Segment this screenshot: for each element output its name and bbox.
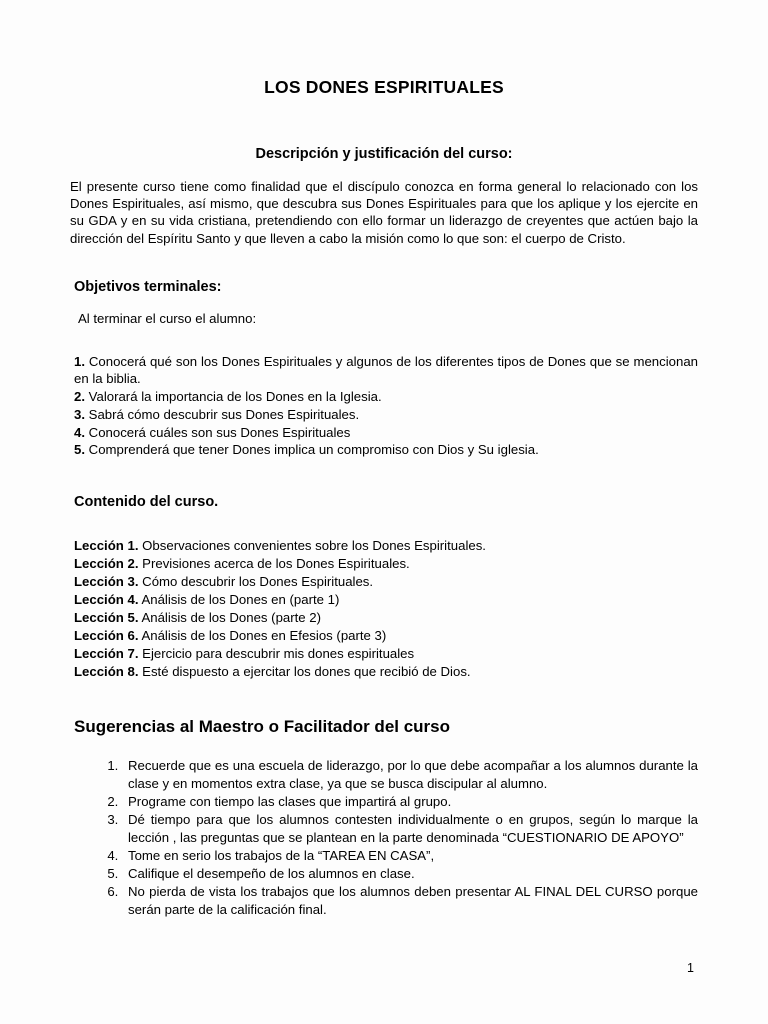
lesson-text: Cómo descubrir los Dones Espirituales. <box>142 574 374 590</box>
lesson-label: Lección 3. <box>74 574 139 590</box>
lesson-item <box>74 645 698 663</box>
lesson-label: Lección 2. <box>74 556 139 572</box>
lesson-label: Lección 4. <box>74 592 139 608</box>
objective-number: 5. <box>74 442 85 458</box>
objective-text: Sabrá cómo descubrir sus Dones Espirituales. <box>88 406 360 422</box>
lesson-item <box>74 555 698 573</box>
objective-item <box>74 388 698 406</box>
suggestion-item: 5. Califique el desempeño de los alumnos en clase. <box>122 865 698 883</box>
lesson-text: Análisis de los Dones (parte 2) <box>141 610 322 626</box>
objective-number: 1. <box>74 353 85 369</box>
description-heading: Descripción y justificación del curso: <box>255 146 513 163</box>
objective-item <box>74 441 698 459</box>
objective-number: 4. <box>74 424 85 440</box>
objectives-heading: Objetivos terminales: <box>74 279 222 296</box>
content-heading: Contenido del curso. <box>74 493 219 510</box>
objective-text: Comprenderá que tener Dones implica un compromiso con Dios y Su iglesia. <box>88 442 539 458</box>
lesson-label: Lección 5. <box>74 610 139 626</box>
suggestion-item: 2. Programe con tiempo las clases que impartirá al grupo. <box>122 793 698 811</box>
lesson-item <box>74 627 698 645</box>
lesson-text: Observaciones convenientes sobre los Dones Espirituales. <box>142 538 486 554</box>
lesson-item <box>74 573 698 591</box>
lesson-item <box>74 609 698 627</box>
lesson-list <box>70 511 698 681</box>
suggestions-list <box>70 737 698 919</box>
objectives-list <box>70 327 698 459</box>
objective-text: Valorará la importancia de los Dones en la Iglesia. <box>88 389 382 405</box>
lesson-item <box>74 537 698 555</box>
suggestion-item: 6. No pierda de vista los trabajos que los alumnos deben presentar AL FINAL DEL CURSO porque serán parte de la calificación final. <box>122 883 698 919</box>
objective-text: Conocerá qué son los Dones Espirituales y algunos de los diferentes tipos de Dones que se mencionan en la biblia. <box>74 353 698 387</box>
page-number: 1 <box>687 961 694 975</box>
objective-item <box>74 353 698 388</box>
document-content <box>70 0 698 919</box>
lesson-text: Ejercicio para descubrir mis dones espirituales <box>142 645 415 661</box>
lesson-text: Previsiones acerca de los Dones Espirituales. <box>142 556 410 572</box>
lesson-text: Análisis de los Dones en (parte 1) <box>141 592 340 608</box>
suggestion-item: 3. Dé tiempo para que los alumnos contesten individualmente o en grupos, según lo marque la lección , las preguntas que se plantean en la parte denominada “CUESTIONARIO DE APOYO” <box>122 811 698 847</box>
lesson-item <box>74 591 698 609</box>
lesson-text: Análisis de los Dones en Efesios (parte 3) <box>141 628 387 644</box>
suggestion-item: 1. Recuerde que es una escuela de liderazgo, por lo que debe acompañar a los alumnos durante la clase y en momentos extra clase, ya que se busca discipular al alumno. <box>122 757 698 793</box>
suggestion-item: 4. Tome en serio los trabajos de la “TAREA EN CASA”, <box>122 847 698 865</box>
objectives-lead-text: Al terminar el curso el alumno: <box>78 310 257 326</box>
lesson-text: Esté dispuesto a ejercitar los dones que recibió de Dios. <box>142 663 471 679</box>
description-paragraph: El presente curso tiene como finalidad que el discípulo conozca en forma general lo relacionado con los Dones Espirituales, así mismo, que descubra sus Dones Espirituales para que los aplique y los ejercite en su GDA y en su vida cristiana, pretendiendo con ello formar un liderazgo de creyentes que actúen bajo la dirección del Espíritu Santo y que lleven a cabo la misión como lo que son: el cuerpo de Cristo. <box>70 178 698 246</box>
objective-item <box>74 406 698 424</box>
suggestions-heading: Sugerencias al Maestro o Facilitador del curso <box>74 716 451 736</box>
lesson-item <box>74 663 698 681</box>
page-title: LOS DONES ESPIRITUALES <box>264 77 504 97</box>
objective-text: Conocerá cuáles son sus Dones Espirituales <box>88 424 351 440</box>
objective-item <box>74 424 698 442</box>
objective-number: 2. <box>74 389 85 405</box>
lesson-label: Lección 6. <box>74 628 139 644</box>
lesson-label: Lección 8. <box>74 663 139 679</box>
lesson-label: Lección 1. <box>74 538 139 554</box>
objective-number: 3. <box>74 406 85 422</box>
lesson-label: Lección 7. <box>74 645 139 661</box>
